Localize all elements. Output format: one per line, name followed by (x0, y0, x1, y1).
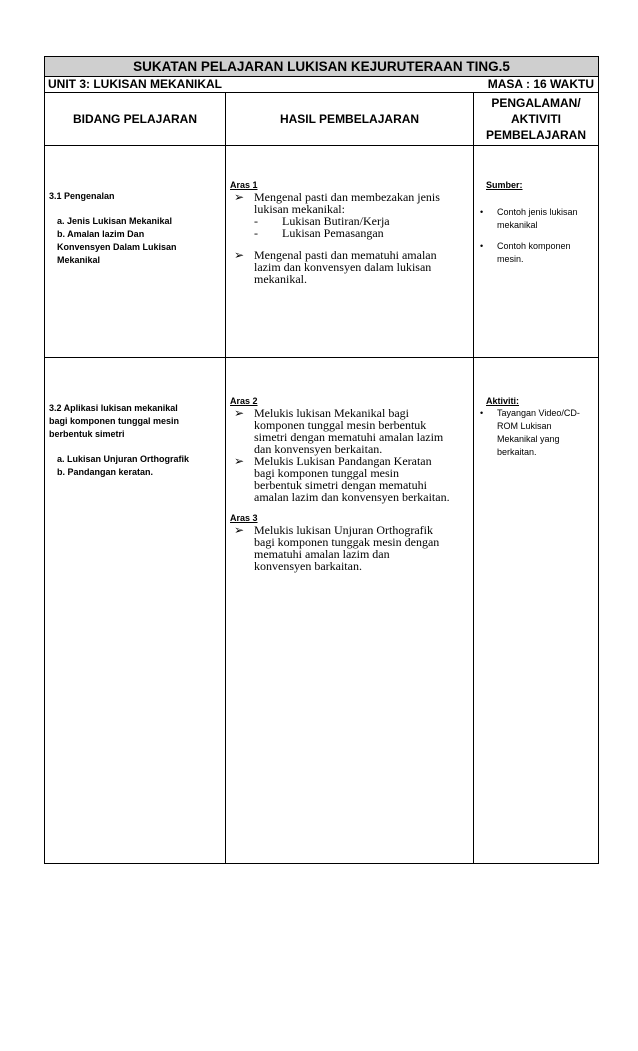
list-item (474, 240, 598, 266)
page-title: SUKATAN PELAJARAN LUKISAN KEJURUTERAAN TING.5 (45, 57, 599, 77)
dash-icon: - (254, 226, 258, 240)
aras-label: Aras 3 (230, 513, 258, 523)
list-item-line: mesin. (497, 254, 524, 264)
hasil-cell (226, 358, 474, 864)
bullet-icon: • (480, 241, 484, 251)
outcome-line: dan konvensyen berkaitan. (254, 442, 383, 456)
list-item-line: berkaitan. (497, 447, 537, 457)
column-header-pengalaman (474, 93, 599, 146)
column-header-row (45, 93, 599, 146)
list-item-line: Tayangan Video/CD- (497, 408, 580, 418)
table-row (45, 146, 599, 358)
bullet-icon: • (480, 207, 484, 217)
bidang-topic-line: bagi komponen tunggal mesin (49, 416, 180, 426)
syllabus-table (44, 56, 599, 864)
outcome-line: Melukis lukisan Mekanikal bagi (254, 406, 409, 420)
syllabus-sheet (44, 56, 598, 864)
list-item-line: ROM Lukisan (497, 421, 552, 431)
dash-icon: - (254, 214, 258, 228)
bidang-topic (49, 402, 221, 441)
sumber-label: Sumber: (486, 180, 523, 190)
pengalaman-cell (474, 146, 599, 358)
arrow-bullet-icon: ➢ (234, 190, 245, 204)
outcome-item (226, 407, 473, 455)
table-row (45, 358, 599, 864)
arrow-bullet-icon: ➢ (234, 406, 245, 420)
outcome-line: amalan lazim dan konvensyen berkaitan. (254, 490, 450, 504)
outcome-line: mematuhi amalan lazim dan (254, 547, 390, 561)
outcome-line: Melukis Lukisan Pandangan Keratan (254, 454, 432, 468)
bidang-topic: 3.1 Pengenalan (49, 191, 115, 201)
bidang-subtopic: Mekanikal (57, 255, 101, 265)
arrow-bullet-icon: ➢ (234, 523, 245, 537)
title-row (45, 57, 599, 77)
aras-label: Aras 2 (230, 396, 258, 406)
outcome-line: lukisan mekanikal: (254, 202, 345, 216)
outcome-line: Melukis lukisan Unjuran Orthografik (254, 523, 433, 537)
hasil-cell (226, 146, 474, 358)
bidang-topic-line: berbentuk simetri (49, 429, 125, 439)
bidang-subtopic: b. Pandangan keratan. (57, 467, 154, 477)
aktiviti-label: Aktiviti: (486, 396, 520, 406)
bidang-subtopic: b. Amalan lazim Dan (57, 229, 145, 239)
bidang-subtopic: Konvensyen Dalam Lukisan (57, 242, 177, 252)
list-item-line: Contoh komponen (497, 241, 571, 251)
column-header-pengalaman-line: PEMBELAJARAN (485, 128, 586, 142)
bidang-subtopic: a. Jenis Lukisan Mekanikal (57, 216, 173, 226)
outcome-item (226, 455, 473, 503)
outcome-line: bagi komponen tunggal mesin (254, 466, 399, 480)
outcome-subitem-text: Lukisan Butiran/Kerja (282, 214, 390, 228)
pengalaman-cell (474, 358, 599, 864)
outcome-line: konvensyen barkaitan. (254, 559, 362, 573)
arrow-bullet-icon: ➢ (234, 248, 245, 262)
outcome-line: lazim dan konvensyen dalam lukisan (254, 260, 432, 274)
outcome-item (226, 524, 473, 572)
bidang-topic-line: 3.2 Aplikasi lukisan mekanikal (49, 403, 178, 413)
outcome-line: Mengenal pasti dan membezakan jenis (254, 190, 440, 204)
column-header-bidang: BIDANG PELAJARAN (45, 93, 226, 146)
bidang-cell (45, 146, 226, 358)
bidang-cell (45, 358, 226, 864)
outcome-line: mekanikal. (254, 272, 307, 286)
bidang-subtopics (57, 453, 221, 479)
column-header-hasil: HASIL PEMBELAJARAN (226, 93, 474, 146)
unit-row (45, 77, 599, 93)
unit-label: UNIT 3: LUKISAN MEKANIKAL (45, 77, 474, 93)
list-item-line: mekanikal (497, 220, 538, 230)
list-item-line: Contoh jenis lukisan (497, 207, 578, 217)
outcome-line: simetri dengan mematuhi amalan lazim (254, 430, 444, 444)
masa-label: MASA : 16 WAKTU (474, 77, 599, 93)
list-item (474, 206, 598, 232)
list-item-line: Mekanikal yang (497, 434, 560, 444)
outcome-line: berbentuk simetri dengan mematuhi (254, 478, 427, 492)
bidang-subtopics (57, 215, 221, 267)
bullet-icon: • (480, 408, 484, 418)
outcome-subitem (226, 227, 473, 239)
bidang-subtopic: a. Lukisan Unjuran Orthografik (57, 454, 190, 464)
aras-label: Aras 1 (230, 180, 258, 190)
column-header-pengalaman-line: AKTIVITI (511, 112, 561, 126)
outcome-item (226, 249, 473, 285)
outcome-line: komponen tunggal mesin berbentuk (254, 418, 427, 432)
outcome-item (226, 191, 473, 215)
outcome-line: Mengenal pasti dan mematuhi amalan (254, 248, 437, 262)
list-item (474, 407, 598, 459)
arrow-bullet-icon: ➢ (234, 454, 245, 468)
column-header-pengalaman-line: PENGALAMAN/ (491, 96, 581, 110)
outcome-line: bagi komponen tunggak mesin dengan (254, 535, 440, 549)
outcome-subitem-text: Lukisan Pemasangan (282, 226, 384, 240)
